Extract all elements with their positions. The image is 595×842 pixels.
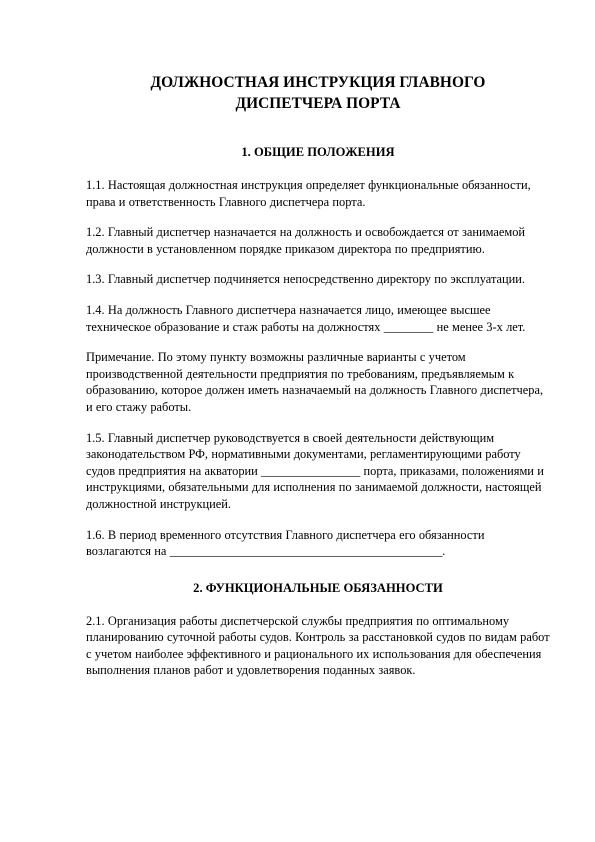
paragraph-1-6: 1.6. В период временного отсутствия Главного диспетчера его обязанности возлагаются на ____________________________________________. (86, 527, 485, 559)
paragraph-1-3: 1.3. Главный диспетчер подчиняется непосредственно директору по эксплуатации. (86, 272, 526, 287)
paragraph-1-4: 1.4. На должность Главного диспетчера назначается лицо, имеющее высшее техническое образование и стаж работы на должностях ________ не менее 3-х лет. (86, 302, 526, 334)
paragraph-2-1: 2.1. Организация работы диспетчерской службы предприятия по оптимальному планированию суточной работы судов. Контроль за расстановкой судов по видам работ с учетом наиболее эффективного и рационального их использования для обеспечения выполнения планов работ и удовлетворения поданных заявок. (86, 613, 550, 678)
paragraph-1-2: 1.2. Главный диспетчер назначается на должность и освобождается от занимаемой должности в установленном порядке приказом директора по предприятию. (86, 225, 526, 256)
paragraph-1-5: 1.5. Главный диспетчер руководствуется в своей деятельности действующим законодательством РФ, нормативными документами, регламентирующими работу судов предприятия на акватории ________________ порта, приказами, положениями и инструкциями, обязательными для исполнения по занимаемой должности, настоящей должностной инструкцией. (86, 430, 544, 511)
document-title-line-2: ДИСПЕТЧЕРА ПОРТА (235, 95, 401, 112)
section-heading-duties: 2. ФУНКЦИОНАЛЬНЫЕ ОБЯЗАННОСТИ (193, 580, 443, 595)
document-title (86, 72, 550, 114)
paragraph-1-1: 1.1. Настоящая должностная инструкция определяет функциональные обязанности, права и ответственность Главного диспетчера порта. (86, 178, 531, 209)
document-page (86, 72, 550, 693)
paragraph-note: Примечание. По этому пункту возможны различные варианты с учетом производственной деятельности предприятия по требованиям, предъявляемым к образованию, которое должен иметь назначаемый на должность Главного диспетчера, и его стажу работы. (86, 350, 544, 414)
document-title-line-1: ДОЛЖНОСТНАЯ ИНСТРУКЦИЯ ГЛАВНОГО (150, 74, 486, 91)
section-heading-general: 1. ОБЩИЕ ПОЛОЖЕНИЯ (241, 145, 395, 159)
